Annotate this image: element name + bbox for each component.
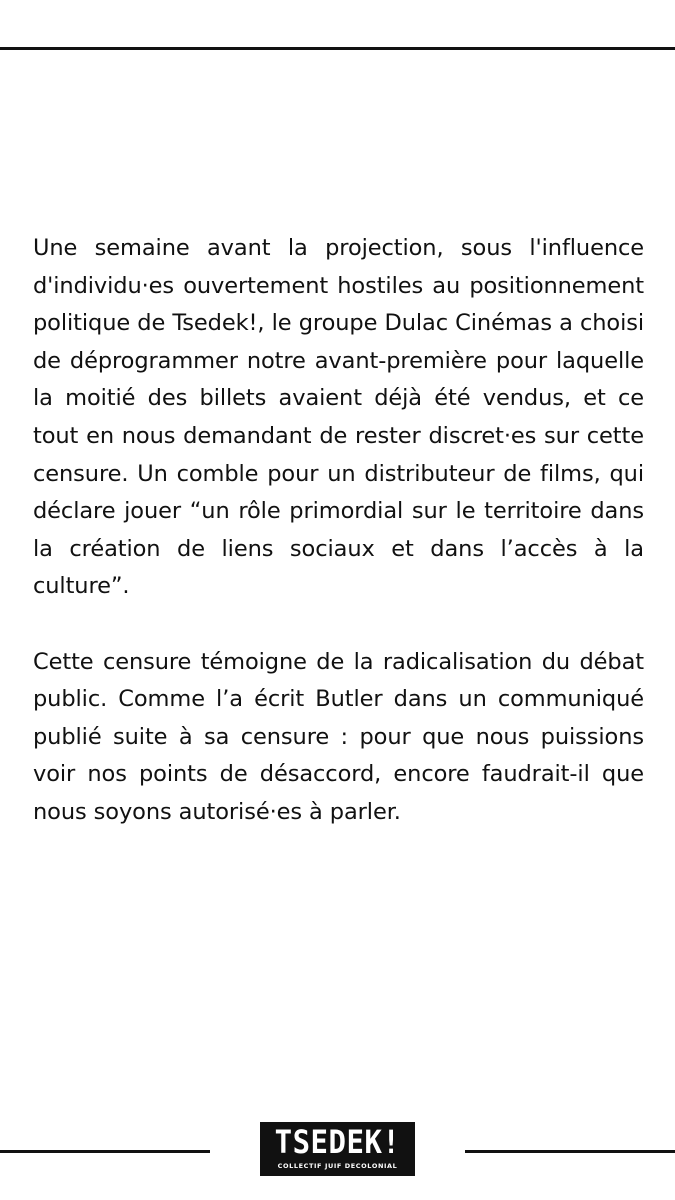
paragraph-2: Cette censure témoigne de la radicalisation du débat public. Comme l’a écrit Butler dans un communiqué publié suite à sa censure : pour que nous puissions voir nos points de désaccord, encore faudrait-il que nous soyons autorisé·es à parler. xyxy=(33,648,644,825)
top-divider xyxy=(0,47,675,50)
logo-subtitle: COLLECTIF JUIF DECOLONIAL xyxy=(277,1162,398,1170)
paragraph-1: Une semaine avant la projection, sous l'influence d'individu·es ouvertement hostiles au positionnement politique de Tsedek!, le groupe Dulac Cinémas a choisi de déprogrammer notre avant-première pour laquelle la moitié des billets avaient déjà été vendus, et ce tout en nous demandant de rester discret·es sur cette censure. Un comble pour un distributeur de films, qui déclare jouer “un rôle primordial sur le territoire dans la création de liens sociaux et dans l’accès à la culture”. xyxy=(33,235,644,600)
logo-title: TSEDEK! xyxy=(274,1123,401,1161)
footer-divider-right xyxy=(465,1150,675,1153)
text-body xyxy=(33,230,644,832)
tsedek-logo xyxy=(260,1122,415,1176)
footer-divider-left xyxy=(0,1150,210,1153)
